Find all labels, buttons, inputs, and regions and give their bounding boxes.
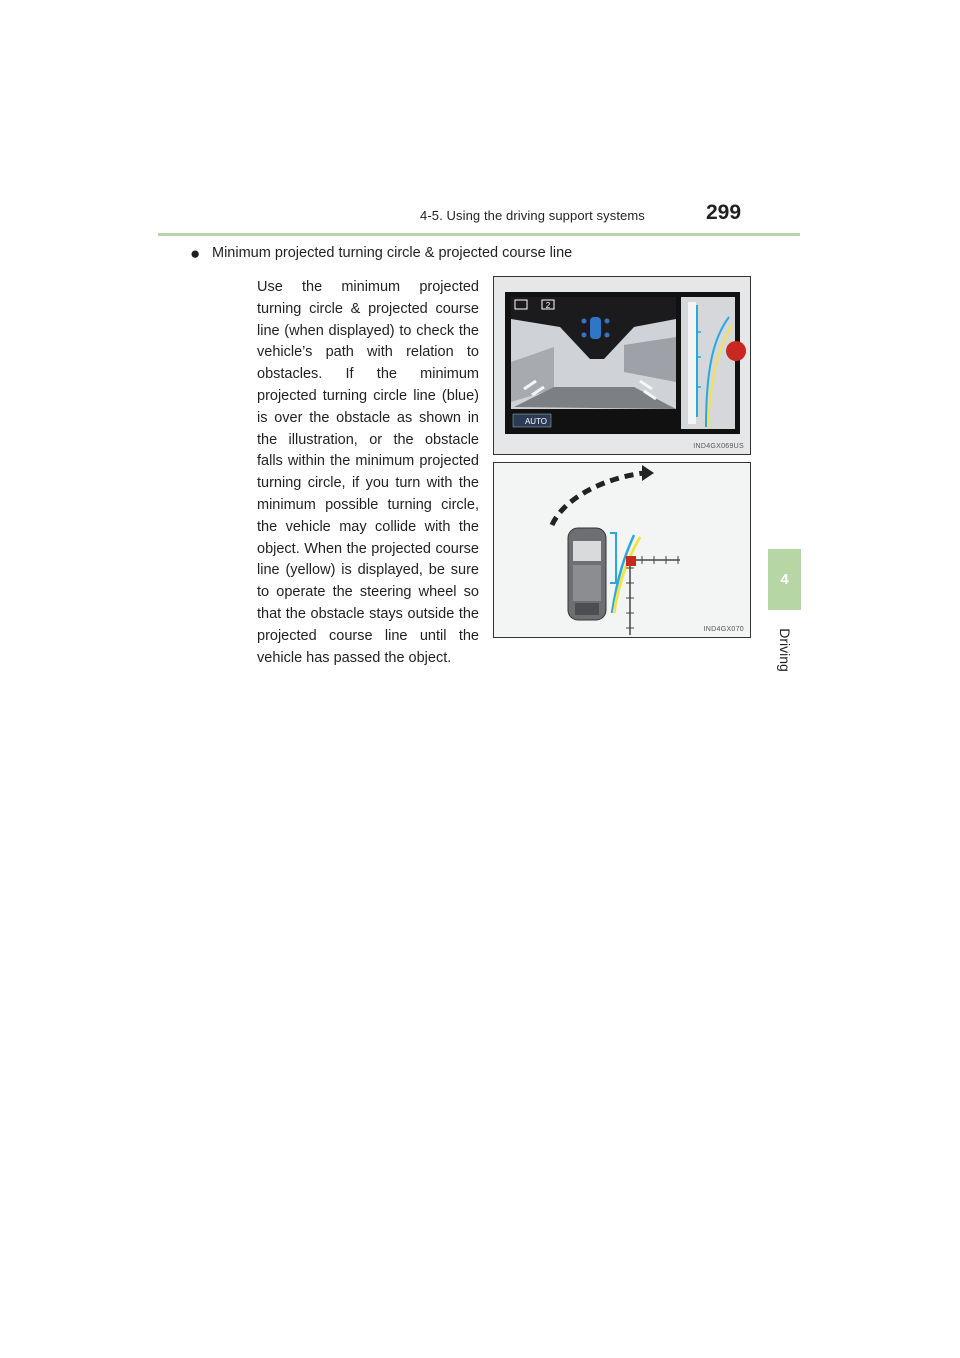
bullet-icon: ● [190,244,201,263]
chapter-label [773,620,797,680]
bullet-heading: Minimum projected turning circle & projected course line [212,245,573,261]
camera-display-figure [493,276,751,455]
camera-display-illustration [494,277,750,454]
page-number: 299 [706,201,742,224]
screen-badge: 2 [545,301,551,310]
header-divider [158,233,800,236]
chapter-tab[interactable] [768,549,801,610]
turning-diagram-illustration [494,463,750,637]
figure-code: IND4GX069US [693,443,744,450]
body-paragraph: Use the minimum projected turning circle & projected course line (when displayed) to check the vehicle’s path with relation to obstacles. If the minimum projected turning circle line (blue) is over the obstacle as shown in the illustration, or the obstacle falls within the minimum projected turning circle, if you turn with the minimum possible turning circle, the vehicle may collide with the object. When the projected course line (yellow) is displayed, be sure to operate the steering wheel so that the obstacle stays outside the projected course line until the vehicle has passed the object. [257,279,479,666]
header-section-title: 4-5. Using the driving support systems [420,208,645,223]
chapter-label-text: Driving [777,628,793,672]
chapter-tab-number: 4 [780,571,789,588]
figure-code: IND4GX070 [703,626,744,633]
overhead-turning-diagram [493,462,751,638]
auto-button-label: AUTO [524,417,548,426]
